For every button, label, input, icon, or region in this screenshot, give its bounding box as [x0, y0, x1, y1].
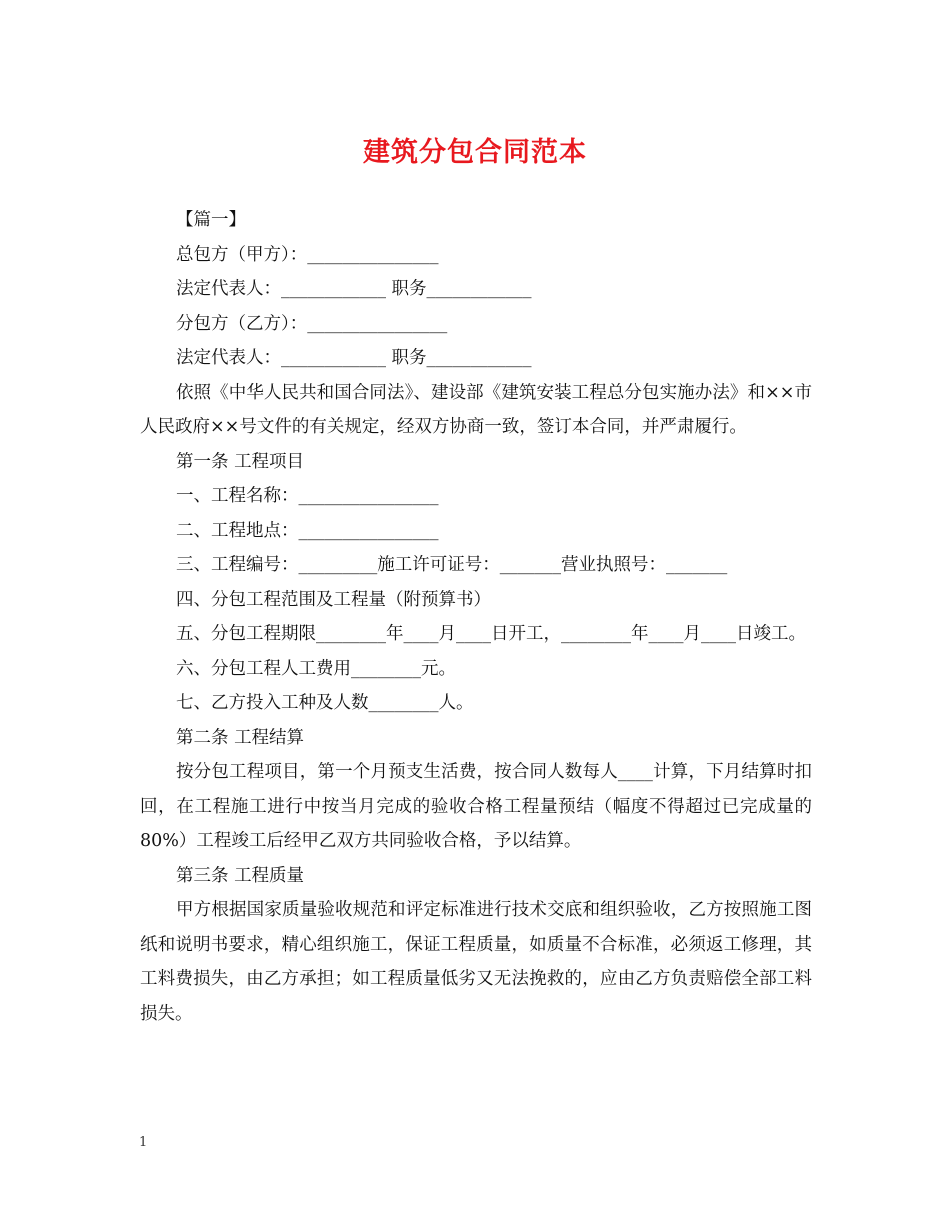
- legal-representative-field-a: 法定代表人：____________ 职务____________: [176, 279, 532, 299]
- article-1-heading: 第一条 工程项目: [176, 451, 305, 472]
- settlement-paragraph: 按分包工程项目，第一个月预支生活费，按合同人数每人____计算，下月结算时扣回，在工程施工进行中按当月完成的验收合格工程量预结（幅度不得超过已完成量的80%）工程竣工后经甲乙双方共同验收合格，予以结算。: [140, 762, 812, 851]
- workers-field: 七、乙方投入工种及人数________人。: [176, 693, 474, 713]
- subcontractor-field: 分包方（乙方）：________________: [176, 313, 448, 334]
- quality-paragraph: 甲方根据国家质量验收规范和评定标准进行技术交底和组织验收，乙方按照施工图纸和说明书要求，精心组织施工，保证工程质量，如质量不合标准，必须返工修理，其工料费损失，由乙方承担；如工程质量低劣又无法挽救的，应由乙方负责赔偿全部工料损失。: [140, 900, 812, 1024]
- article-2-heading: 第二条 工程结算: [176, 727, 305, 748]
- period-field: 五、分包工程期限________年____月____日开工，________年____月____日竣工。: [176, 624, 806, 644]
- general-contractor-field: 总包方（甲方）：_______________: [176, 244, 439, 265]
- scope-field: 四、分包工程范围及工程量（附预算书）: [176, 589, 491, 610]
- legal-representative-field-b: 法定代表人：____________ 职务____________: [176, 348, 532, 368]
- project-name-field: 一、工程名称：________________: [176, 486, 439, 506]
- document-body: [140, 203, 812, 1031]
- part-heading: 【篇一】: [176, 210, 246, 230]
- preamble-paragraph: 依照《中华人民共和国合同法》、建设部《建筑安装工程总分包实施办法》和××市人民政府××号文件的有关规定，经双方协商一致，签订本合同，并严肃履行。: [140, 382, 812, 437]
- labor-cost-field: 六、分包工程人工费用________元。: [176, 658, 456, 679]
- project-number-field: 三、工程编号：_________施工许可证号：_______营业执照号：_______: [176, 555, 728, 575]
- project-location-field: 二、工程地点：________________: [176, 520, 439, 541]
- page-number: 1: [139, 1135, 148, 1150]
- document-title: 建筑分包合同范本: [363, 137, 587, 168]
- article-3-heading: 第三条 工程质量: [176, 865, 305, 886]
